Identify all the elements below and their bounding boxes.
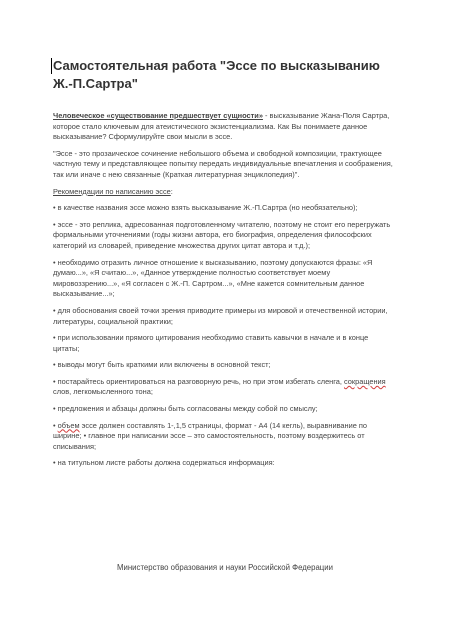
spellcheck-word[interactable]: сокращения [344, 376, 386, 386]
intro-text: - высказывание Жана-Поля Сартра, которое стало ключевым для атеистического экзистенциализма. Как Вы понимаете данное высказывание? Сформулируйте свои мысли в эссе. [53, 111, 390, 142]
bullet-personal-attitude: • необходимо отразить личное отношение к высказыванию, поэтому допускаются фразы: «Я думаю...», «Я считаю...», «Данное утверждение полностью соответствует моему мировоззрению...», «Я согласен с Ж.-П. Сартром...», «Мне кажется сомнительным данное высказывание...»; [53, 257, 373, 299]
document-title-text: Самостоятельная работа "Эссе по высказыванию Ж.-П.Сартра" [53, 58, 380, 91]
document-title [53, 57, 393, 93]
bullet-quotation: • при использовании прямого цитирования необходимо ставить кавычки в начале и в конце цитаты; [53, 333, 369, 353]
intro-paragraph [53, 111, 393, 143]
text-cursor [51, 58, 52, 74]
recommendations-colon: : [170, 186, 173, 196]
recommendations-heading [53, 187, 393, 198]
bullet-speech-style [53, 377, 393, 398]
bullet-coherence: • предложения и абзацы должны быть согласованы между собой по смыслу; [53, 404, 318, 414]
spellcheck-word[interactable]: объем [57, 420, 80, 430]
bullet-examples: • для обоснования своей точки зрения приводите примеры из мировой и отечественной истории, литературы, социальной практики; [53, 305, 388, 326]
bullet-volume [53, 421, 393, 453]
bullet-volume-start: • [53, 420, 58, 430]
bullet-title-choice: • в качестве названия эссе можно взять высказывание Ж.-П.Сартра (но необязательно); [53, 203, 358, 213]
bullet-conclusions: • выводы могут быть краткими или включены в основной текст; [53, 360, 271, 370]
document-body [53, 57, 393, 475]
bullet-speech-style-start: • постарайтесь ориентироваться на разговорную речь, но при этом избегать сленга, [53, 376, 345, 386]
bullet-replica: • эссе - это реплика, адресованная подготовленному читателю, поэтому не стоит его перегружать формальными уточнениями (годы жизни автора, его биография, определения философских категорий из словарей, приведение множества других цитат автора и т.д.); [53, 219, 391, 250]
quote-emphasis: Человеческое «существование предшествует сущности» [53, 111, 263, 120]
bullet-speech-style-end: слов, легкомысленного тона; [53, 387, 153, 397]
ministry-footer: Министерство образования и науки Российской Федерации [117, 563, 333, 572]
essay-definition: "Эссе - это прозаическое сочинение небольшого объема и свободной композиции, трактующее частную тему и представляющее попытку передать индивидуальные впечатления и соображения, так или иначе с нею связанные (Краткая литературная энциклопедия)". [53, 148, 393, 179]
recommendations-heading-text: Рекомендации по написанию эссе [53, 186, 171, 196]
bullet-volume-end: эссе должен составлять 1-,1,5 страницы, формат - А4 (14 кегль), выравнивание по ширине; • главное при написании эссе – это самостоятельность, поэтому воздержитесь от списывания; [53, 420, 368, 451]
bullet-title-page: • на титульном листе работы должна содержаться информация: [53, 458, 275, 468]
